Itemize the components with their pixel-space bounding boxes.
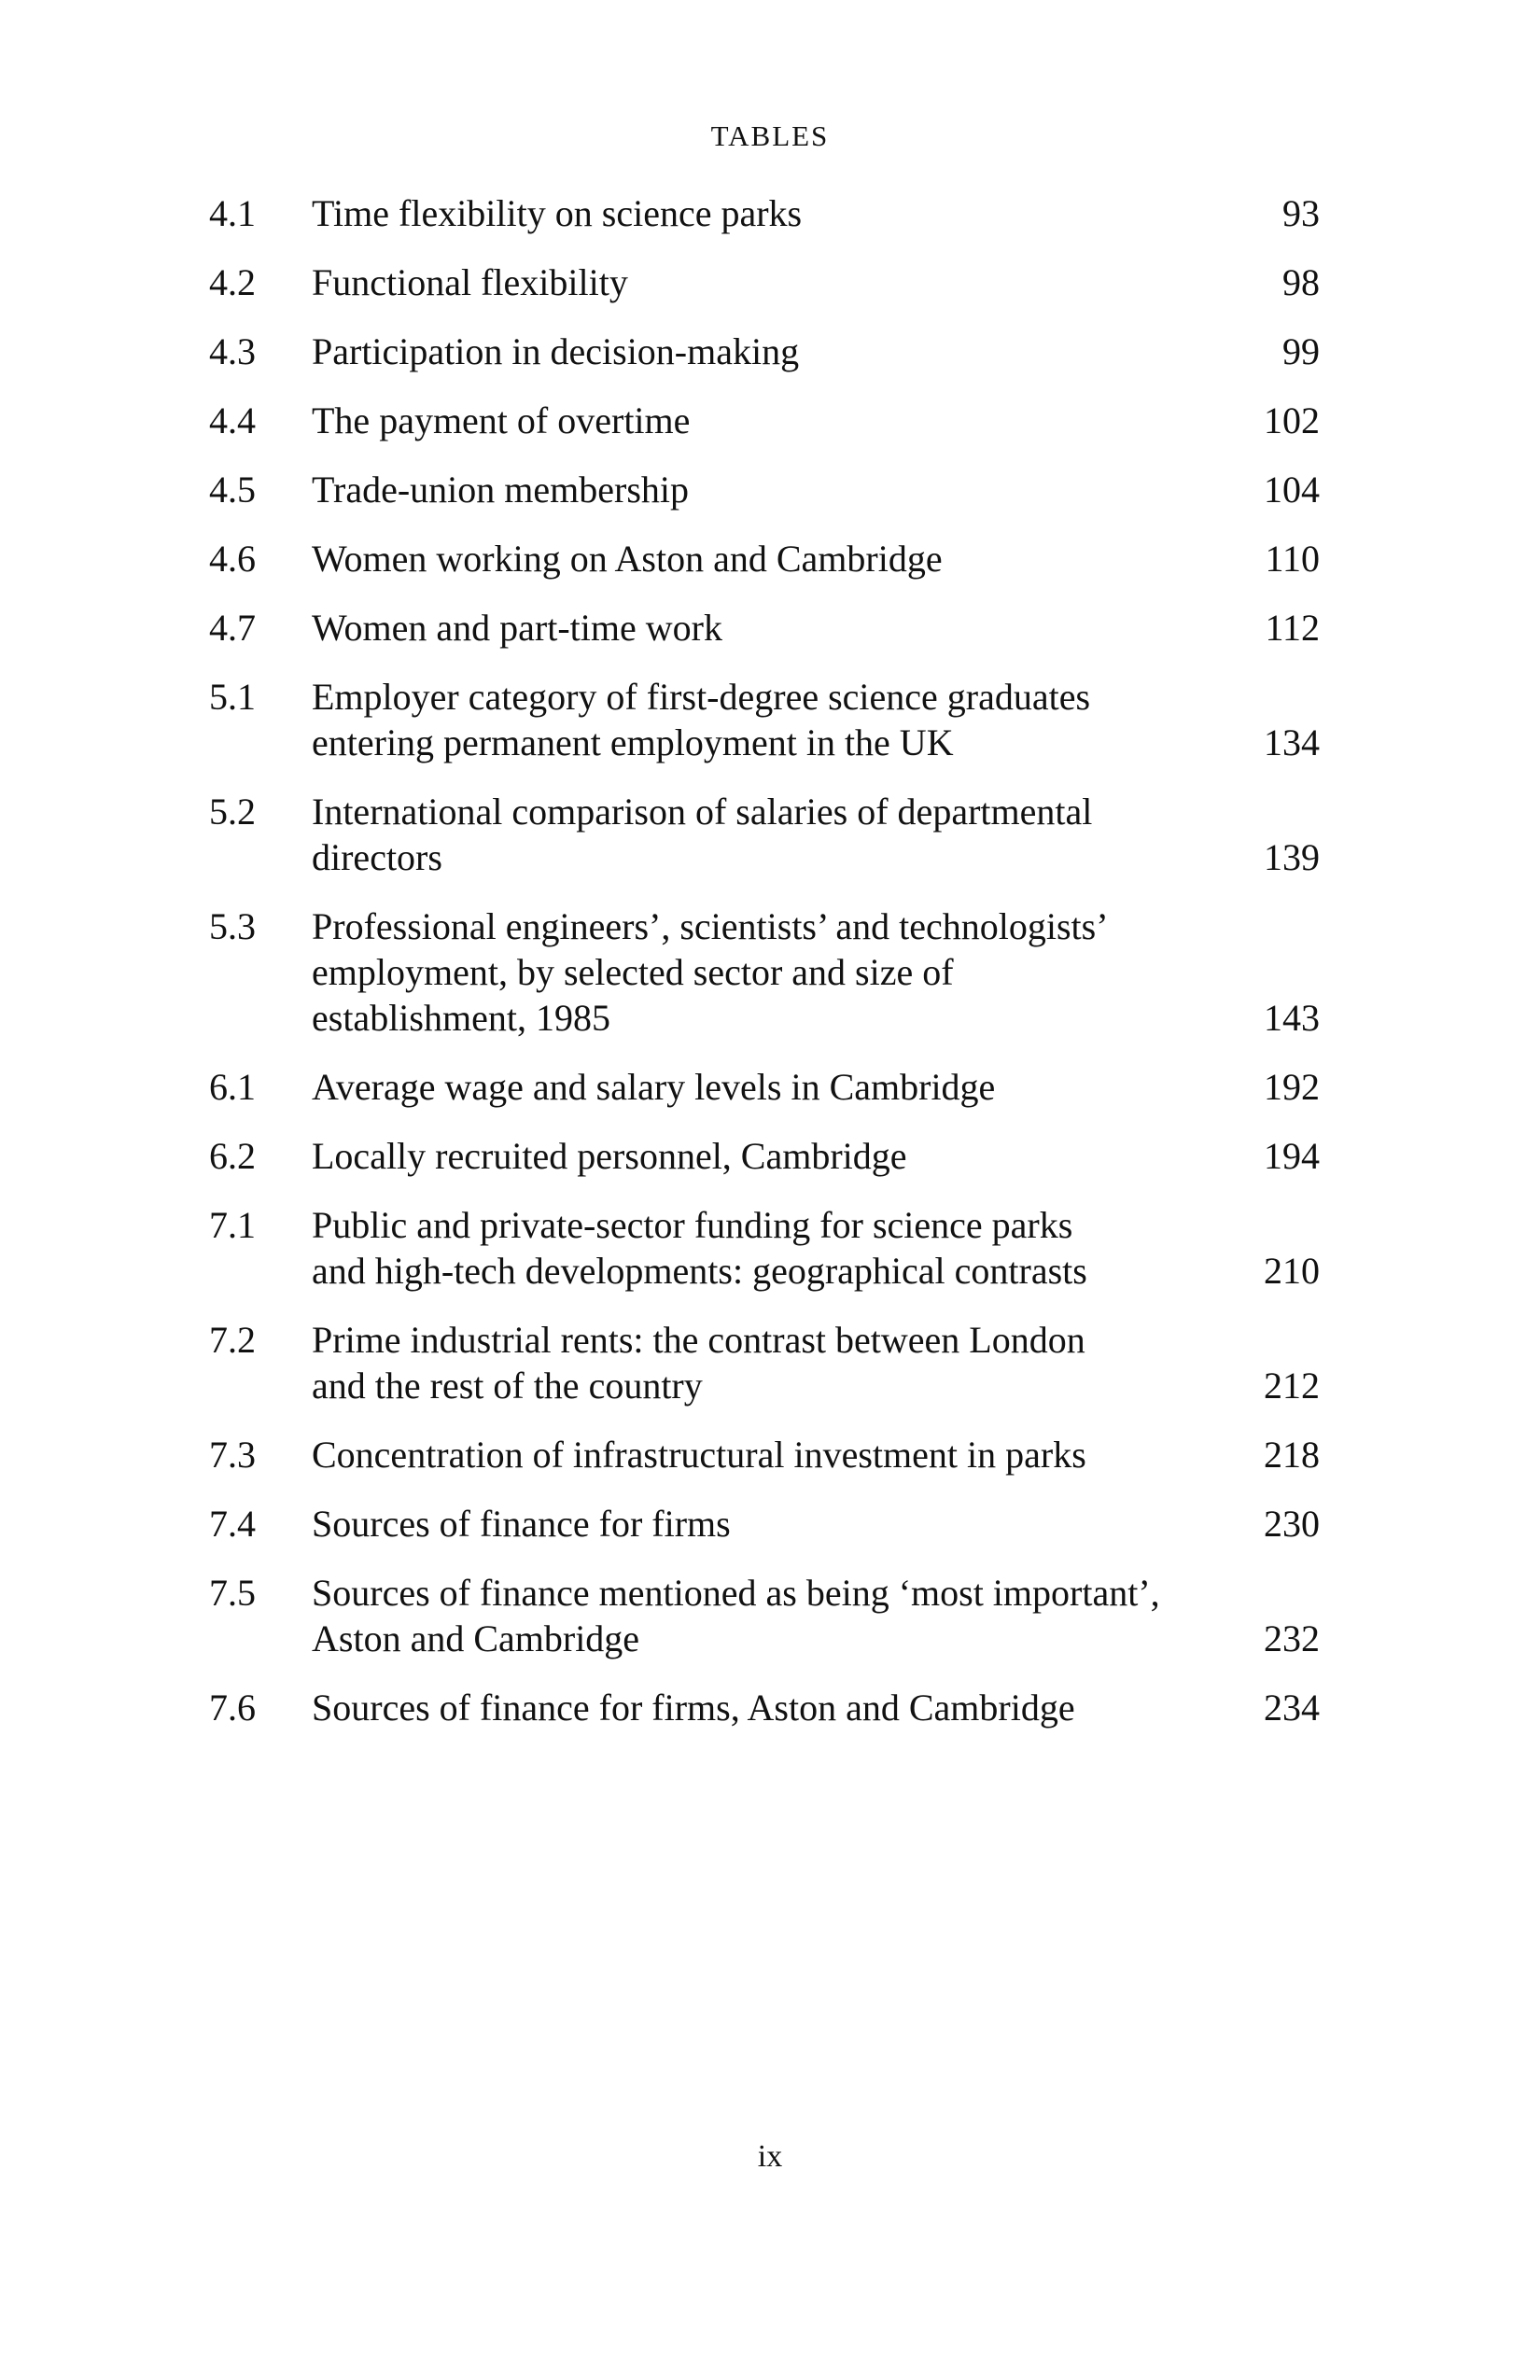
- table-entry: [209, 1064, 1320, 1110]
- entry-number: 4.1: [209, 192, 256, 234]
- entry-title-line: International comparison of salaries of departmental: [312, 791, 1093, 833]
- entry-number: 4.3: [209, 330, 256, 372]
- page-folio: ix: [757, 2139, 783, 2174]
- entry-page: 230: [1264, 1503, 1320, 1545]
- entry-page: 139: [1264, 836, 1320, 878]
- entry-title-line: and high-tech developments: geographical contrasts: [312, 1250, 1087, 1292]
- table-entry: [209, 789, 1320, 880]
- entry-page: 210: [1264, 1250, 1320, 1292]
- entry-number: 7.6: [209, 1687, 256, 1729]
- entry-title: [312, 1064, 1217, 1110]
- entry-title: [312, 1133, 1217, 1179]
- table-entry: [209, 1685, 1320, 1730]
- entry-title-line: Women working on Aston and Cambridge: [312, 538, 943, 580]
- entry-page: 93: [1282, 192, 1320, 234]
- entry-title: [312, 605, 1217, 651]
- entry-title: [312, 1570, 1217, 1661]
- entry-title: [312, 398, 1217, 443]
- entry-number: 4.2: [209, 261, 256, 303]
- entry-title-line: The payment of overtime: [312, 399, 691, 441]
- entry-title-line: establishment, 1985: [312, 997, 610, 1039]
- entry-title-line: employment, by selected sector and size of: [312, 951, 954, 993]
- running-head: TABLES: [710, 119, 830, 152]
- entry-title: [312, 789, 1217, 880]
- table-entry: [209, 1133, 1320, 1179]
- entry-number: 4.7: [209, 607, 256, 649]
- entry-number: 7.1: [209, 1204, 256, 1246]
- entry-title: [312, 1432, 1217, 1477]
- entry-title-line: Aston and Cambridge: [312, 1617, 640, 1659]
- entry-page: 110: [1265, 538, 1320, 580]
- entry-title: [312, 674, 1217, 765]
- entry-title-line: Sources of finance for firms, Aston and Cambridge: [312, 1687, 1075, 1729]
- entry-page: 218: [1264, 1434, 1320, 1476]
- entry-page: 232: [1264, 1617, 1320, 1659]
- entry-title: [312, 259, 1217, 305]
- entry-number: 7.4: [209, 1503, 256, 1545]
- entry-title: [312, 1685, 1217, 1730]
- entry-page: 98: [1282, 261, 1320, 303]
- entry-page: 112: [1265, 607, 1320, 649]
- table-entry: [209, 1501, 1320, 1547]
- entry-title-line: Public and private-sector funding for science parks: [312, 1204, 1073, 1246]
- table-entry: [209, 329, 1320, 374]
- entry-number: 4.6: [209, 538, 256, 580]
- table-entry: [209, 190, 1320, 236]
- table-entry: [209, 605, 1320, 651]
- entry-number: 5.2: [209, 791, 256, 833]
- entry-number: 4.5: [209, 469, 256, 511]
- entry-title-line: Trade-union membership: [312, 469, 690, 511]
- entry-number: 7.3: [209, 1434, 256, 1476]
- entry-title: [312, 1501, 1217, 1547]
- entry-title-line: and the rest of the country: [312, 1365, 703, 1407]
- entry-page: 234: [1264, 1687, 1320, 1729]
- entry-number: 5.3: [209, 905, 256, 947]
- entry-page: 192: [1264, 1066, 1320, 1108]
- table-entry: [209, 536, 1320, 581]
- entry-title-line: directors: [312, 836, 442, 878]
- list-of-tables: [209, 190, 1320, 1754]
- entry-title-line: Sources of finance for firms: [312, 1503, 731, 1545]
- table-entry: [209, 467, 1320, 512]
- entry-title-line: Average wage and salary levels in Cambridge: [312, 1066, 996, 1108]
- table-entry: [209, 1317, 1320, 1408]
- entry-title: [312, 190, 1217, 236]
- entry-title-line: Locally recruited personnel, Cambridge: [312, 1135, 907, 1177]
- entry-page: 99: [1282, 330, 1320, 372]
- entry-title-line: Functional flexibility: [312, 261, 628, 303]
- entry-title: [312, 1202, 1217, 1294]
- entry-title: [312, 903, 1217, 1041]
- table-entry: [209, 903, 1320, 1041]
- entry-title: [312, 329, 1217, 374]
- entry-page: 143: [1264, 997, 1320, 1039]
- entry-number: 6.2: [209, 1135, 256, 1177]
- entry-title: [312, 536, 1217, 581]
- table-entry: [209, 398, 1320, 443]
- entry-page: 134: [1264, 721, 1320, 763]
- table-entry: [209, 1202, 1320, 1294]
- table-entry: [209, 259, 1320, 305]
- entry-page: 104: [1264, 469, 1320, 511]
- entry-number: 4.4: [209, 399, 256, 441]
- entry-title-line: entering permanent employment in the UK: [312, 721, 954, 763]
- entry-title-line: Participation in decision-making: [312, 330, 800, 372]
- entry-number: 7.5: [209, 1572, 256, 1614]
- entry-title-line: Concentration of infrastructural investment in parks: [312, 1434, 1086, 1476]
- entry-number: 7.2: [209, 1319, 256, 1361]
- entry-number: 5.1: [209, 676, 256, 718]
- entry-title-line: Professional engineers’, scientists’ and technologists’: [312, 905, 1109, 947]
- entry-title-line: Employer category of first-degree science graduates: [312, 676, 1091, 718]
- entry-title-line: Time flexibility on science parks: [312, 192, 803, 234]
- entry-page: 212: [1264, 1365, 1320, 1407]
- entry-title-line: Sources of finance mentioned as being ‘most important’,: [312, 1572, 1160, 1614]
- entry-title: [312, 467, 1217, 512]
- entry-number: 6.1: [209, 1066, 256, 1108]
- entry-page: 102: [1264, 399, 1320, 441]
- entry-page: 194: [1264, 1135, 1320, 1177]
- table-entry: [209, 1432, 1320, 1477]
- entry-title-line: Prime industrial rents: the contrast between London: [312, 1319, 1085, 1361]
- table-entry: [209, 1570, 1320, 1661]
- table-entry: [209, 674, 1320, 765]
- entry-title-line: Women and part-time work: [312, 607, 722, 649]
- entry-title: [312, 1317, 1217, 1408]
